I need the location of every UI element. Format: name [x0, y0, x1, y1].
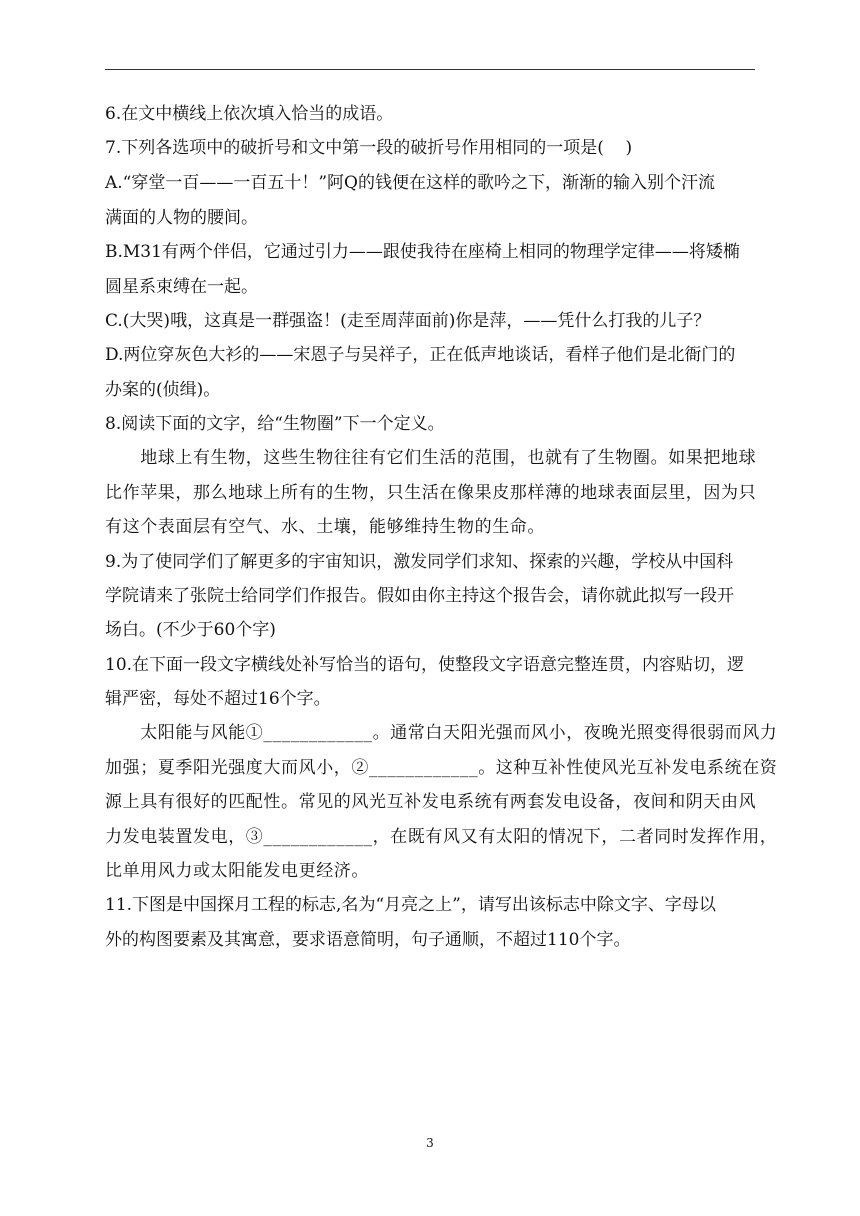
page-number: 3: [426, 1136, 434, 1150]
question-9-line-3: 场白。(不少于60个字): [105, 620, 276, 640]
option-d-line-2: 办案的(侦缉)。: [105, 380, 221, 400]
question-9-line-2: 学院请来了张院士给同学们作报告。假如由你主持这个报告会，请你就此拟写一段开: [105, 586, 734, 606]
passage-10-line-3: 源上具有很好的匹配性。常见的风光互补发电系统有两套发电设备，夜间和阴天由风: [105, 792, 757, 812]
option-c: C.(大哭)哦，这真是一群强盗！(走至周萍面前)你是萍，——凭什么打我的儿子？: [105, 311, 711, 331]
question-10-line-2: 辑严密，每处不超过16个字。: [105, 689, 331, 709]
passage-10-line-1: 太阳能与风能①____________。通常白天阳光强而风小，夜晚光照变得很弱而风力: [105, 723, 778, 743]
header-rule: [105, 69, 755, 70]
passage-10-line-4: 力发电装置发电，③____________，在既有风又有太阳的情况下，二者同时发挥作用，: [105, 827, 778, 847]
question-10-line-1: 10.在下面一段文字横线处补写恰当的语句，使整段文字语意完整连贯，内容贴切，逻: [105, 655, 745, 675]
option-b-line-2: 圆星系束缚在一起。: [105, 277, 258, 297]
option-a-line-1: A.“穿堂一百——一百五十！”阿Q的钱便在这样的歌吟之下，渐渐的输入别个汗流: [105, 173, 715, 193]
option-a-line-2: 满面的人物的腰间。: [105, 208, 258, 228]
passage-8-line-1: 地球上有生物，这些生物往往有它们生活的范围，也就有了生物圈。如果把地球: [105, 448, 757, 468]
option-b-line-1: B.M31有两个伴侣，它通过引力——跟使我待在座椅上相同的物理学定律——将矮椭: [105, 242, 740, 262]
question-8: 8.阅读下面的文字，给“生物圈”下一个定义。: [105, 414, 445, 434]
question-11-line-1: 11.下图是中国探月工程的标志,名为“月亮之上”，请写出该标志中除文字、字母以: [105, 895, 716, 915]
option-d-line-1: D.两位穿灰色大衫的——宋恩子与吴祥子，正在低声地谈话，看样子他们是北衙门的: [105, 345, 736, 365]
passage-8-line-2: 比作苹果，那么地球上所有的生物，只生活在像果皮那样薄的地球表面层里，因为只: [105, 483, 757, 503]
question-9-line-1: 9.为了使同学们了解更多的宇宙知识，激发同学们求知、探索的兴趣，学校从中国科: [105, 552, 734, 572]
passage-8-line-3: 有这个表面层有空气、水、土壤，能够维持生物的生命。: [105, 517, 545, 537]
passage-10-line-2: 加强；夏季阳光强度大而风小，②____________。这种互补性使风光互补发电系统在资: [105, 758, 778, 778]
passage-10-line-5: 比单用风力或太阳能发电更经济。: [105, 861, 369, 881]
question-11-line-2: 外的构图要素及其寓意，要求语意简明，句子通顺，不超过110个字。: [105, 930, 631, 950]
question-7: 7.下列各选项中的破折号和文中第一段的破折号作用相同的一项是( ): [105, 138, 633, 158]
question-6: 6.在文中横线上依次填入恰当的成语。: [105, 104, 394, 124]
